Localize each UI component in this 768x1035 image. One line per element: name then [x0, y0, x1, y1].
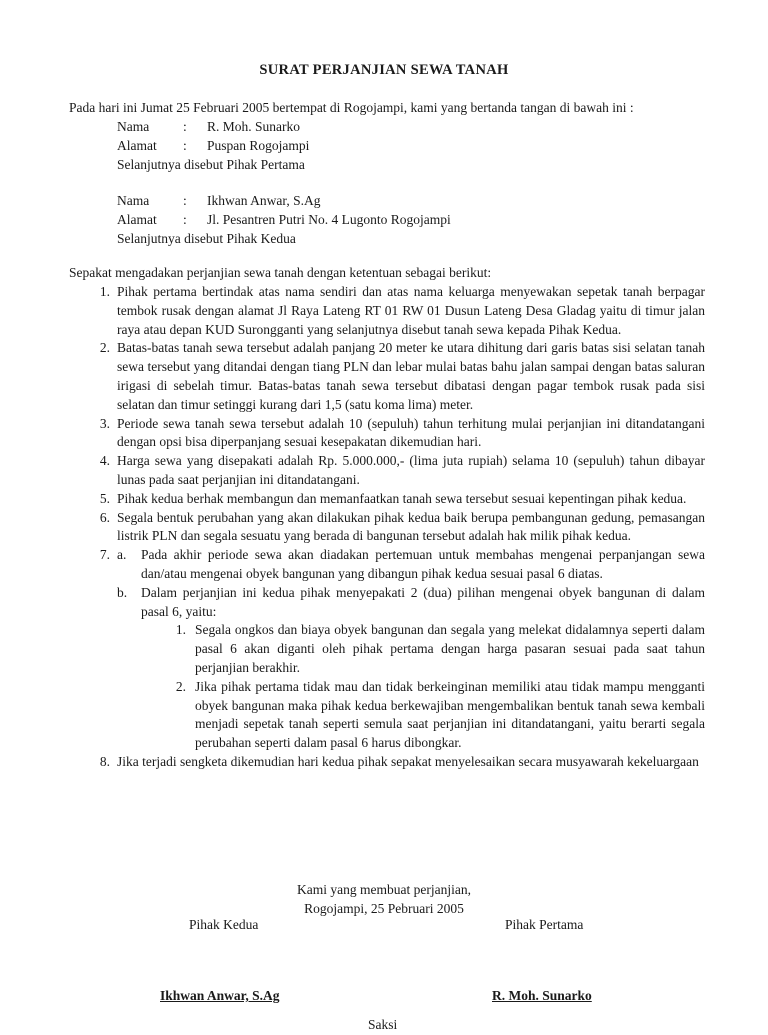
- term-number: 5.: [99, 490, 110, 506]
- colon: :: [183, 137, 187, 153]
- term-text: [117, 546, 705, 753]
- place-date: Rogojampi, 25 Pebruari 2005: [304, 900, 464, 916]
- option-text: Jika pihak pertama tidak mau dan tidak berkeinginan memiliki atau tidak mampu mengganti obyek bangunan maka pihak kedua berkewajiban mengembalikan bentuk tanah sewa kembali menjadi sepetak tanah seperti semula saat perjanjian ini ditandatangani, yaitu berarti segala perubahan seperti dalam pasal 6 harus dibongkar.: [195, 678, 705, 751]
- party-first-name-row: [117, 118, 717, 137]
- witness-heading-cutoff: Saksi: [368, 1017, 398, 1032]
- party-first-block: [117, 118, 717, 174]
- address-label: Alamat: [117, 137, 157, 153]
- signature-name-right: R. Moh. Sunarko: [492, 988, 592, 1003]
- term-number: 1.: [99, 284, 110, 299]
- party-second-address: Jl. Pesantren Putri No. 4 Lugonto Rogojampi: [207, 211, 451, 227]
- closing-statement: Kami yang membuat perjanjian,: [297, 882, 471, 897]
- term-item: [69, 283, 705, 339]
- term-item: [69, 509, 705, 547]
- colon: :: [183, 119, 187, 134]
- term-text: Pihak kedua berhak membangun dan memanfaatkan tanah sewa tersebut sesuai kepentingan pihak kedua.: [117, 490, 687, 506]
- signature-label-right: Pihak Pertama: [505, 917, 584, 932]
- colon: :: [183, 211, 187, 227]
- party-first-designation: Selanjutnya disebut Pihak Pertama: [117, 156, 305, 172]
- subterm-text: Pada akhir periode sewa akan diadakan pertemuan untuk membahas mengenai perpanjangan sewa dan/atau mengenai obyek bangunan yang dibangun pihak kedua sesuai pasal 6 diatas.: [141, 547, 705, 581]
- term-item: [69, 415, 705, 453]
- document-title: SURAT PERJANJIAN SEWA TANAH: [259, 62, 509, 78]
- option-item: [161, 678, 705, 753]
- party-second-name: Ikhwan Anwar, S.Ag: [207, 193, 321, 208]
- subterm-label: b.: [117, 584, 128, 600]
- term-item: [69, 452, 705, 490]
- option-text: Segala ongkos dan biaya obyek bangunan dan segala yang melekat didalamnya seperti dalam pasal 6 akan diganti oleh pihak pertama dengan harga pasaran sesuai pada saat tahun perjanjian berakhir.: [195, 622, 705, 675]
- name-label: Nama: [117, 119, 150, 134]
- party-first-address-row: [117, 137, 717, 156]
- option-item: [161, 621, 705, 677]
- term-text: Jika terjadi sengketa dikemudian hari kedua pihak sepakat menyelesaikan secara musyawarah kekeluargaan: [117, 753, 699, 769]
- party-first-address: Puspan Rogojampi: [207, 137, 310, 153]
- intro-paragraph: Pada hari ini Jumat 25 Februari 2005 bertempat di Rogojampi, kami yang bertanda tangan di bawah ini :: [69, 100, 634, 115]
- term-item: [69, 339, 705, 414]
- term-text: Periode sewa tanah sewa tersebut adalah 10 (sepuluh) tahun terhitung mulai perjanjian ini ditandatangani dengan opsi bisa diperpanjang sesuai kesepakatan dikemudian hari.: [117, 415, 705, 450]
- subterm-b: [117, 584, 705, 753]
- colon: :: [183, 193, 187, 208]
- term-text: Segala bentuk perubahan yang akan dilakukan pihak kedua baik berupa pembangunan gedung, pemasangan listrik PLN dan segala sesuatu yang berada di bangunan tersebut adalah hak milik pihak kedua.: [117, 509, 705, 544]
- term-number: 4.: [99, 453, 110, 469]
- party-second-designation: Selanjutnya disebut Pihak Kedua: [117, 230, 296, 246]
- term-number: 8.: [99, 753, 110, 769]
- terms-list: [69, 283, 705, 772]
- subterm-text: Dalam perjanjian ini kedua pihak menyepakati 2 (dua) pilihan mengenai obyek bangunan di dalam pasal 6, yaitu:: [141, 584, 705, 619]
- option-number: 1.: [175, 622, 186, 638]
- term-item: [69, 490, 705, 509]
- signature-label-left: Pihak Kedua: [189, 917, 259, 932]
- address-label: Alamat: [117, 211, 157, 227]
- signature-name-left: Ikhwan Anwar, S.Ag: [160, 988, 280, 1003]
- term-text: Batas-batas tanah sewa tersebut adalah panjang 20 meter ke utara dihitung dari garis batas sisi selatan tanah sewa tersebut yang ditandai dengan tiang PLN dan lebar mulai batas bahu jalan sampai dengan batas saluran irigasi di sebelah timur. Batas-batas tanah sewa tersebut dibatasi dengan pagar tembok rusak pada sisi selatan dan timur setinggi kurang dari 1,5 (satu koma lima) meter.: [117, 340, 705, 412]
- option-number: 2.: [175, 678, 186, 694]
- name-label: Nama: [117, 193, 150, 208]
- term-number: 3.: [99, 415, 110, 431]
- term-number: 6.: [99, 509, 110, 525]
- party-second-name-row: [117, 192, 717, 211]
- term-item: [69, 546, 705, 753]
- party-first-name: R. Moh. Sunarko: [207, 119, 301, 134]
- party-second-address-row: [117, 211, 717, 230]
- subterm-content: [141, 584, 705, 753]
- party-second-block: [117, 192, 717, 248]
- closing-block: [0, 881, 768, 919]
- term-text: Pihak pertama bertindak atas nama sendiri dan atas nama keluarga menyewakan sepetak tanah berpagar tembok rusak dengan alamat Jl Raya Lateng RT 01 RW 01 Dusun Lateng Desa Gladag yaitu di timur jalan raya atau depan KUD Surongganti yang selanjutnya disebut tanah sewa kepada Pihak Kedua.: [117, 284, 705, 337]
- term-number: 7.: [99, 547, 110, 563]
- subterm-a: [117, 546, 705, 584]
- term-text: Harga sewa yang disepakati adalah Rp. 5.000.000,- (lima juta rupiah) selama 10 (sepuluh) tahun dibayar lunas pada saat perjanjian ini ditandatangani.: [117, 453, 705, 487]
- term-number: 2.: [99, 340, 110, 356]
- subterm-label: a.: [117, 547, 127, 563]
- terms-preamble: Sepakat mengadakan perjanjian sewa tanah dengan ketentuan sebagai berikut:: [69, 265, 492, 280]
- term-item: [69, 753, 705, 772]
